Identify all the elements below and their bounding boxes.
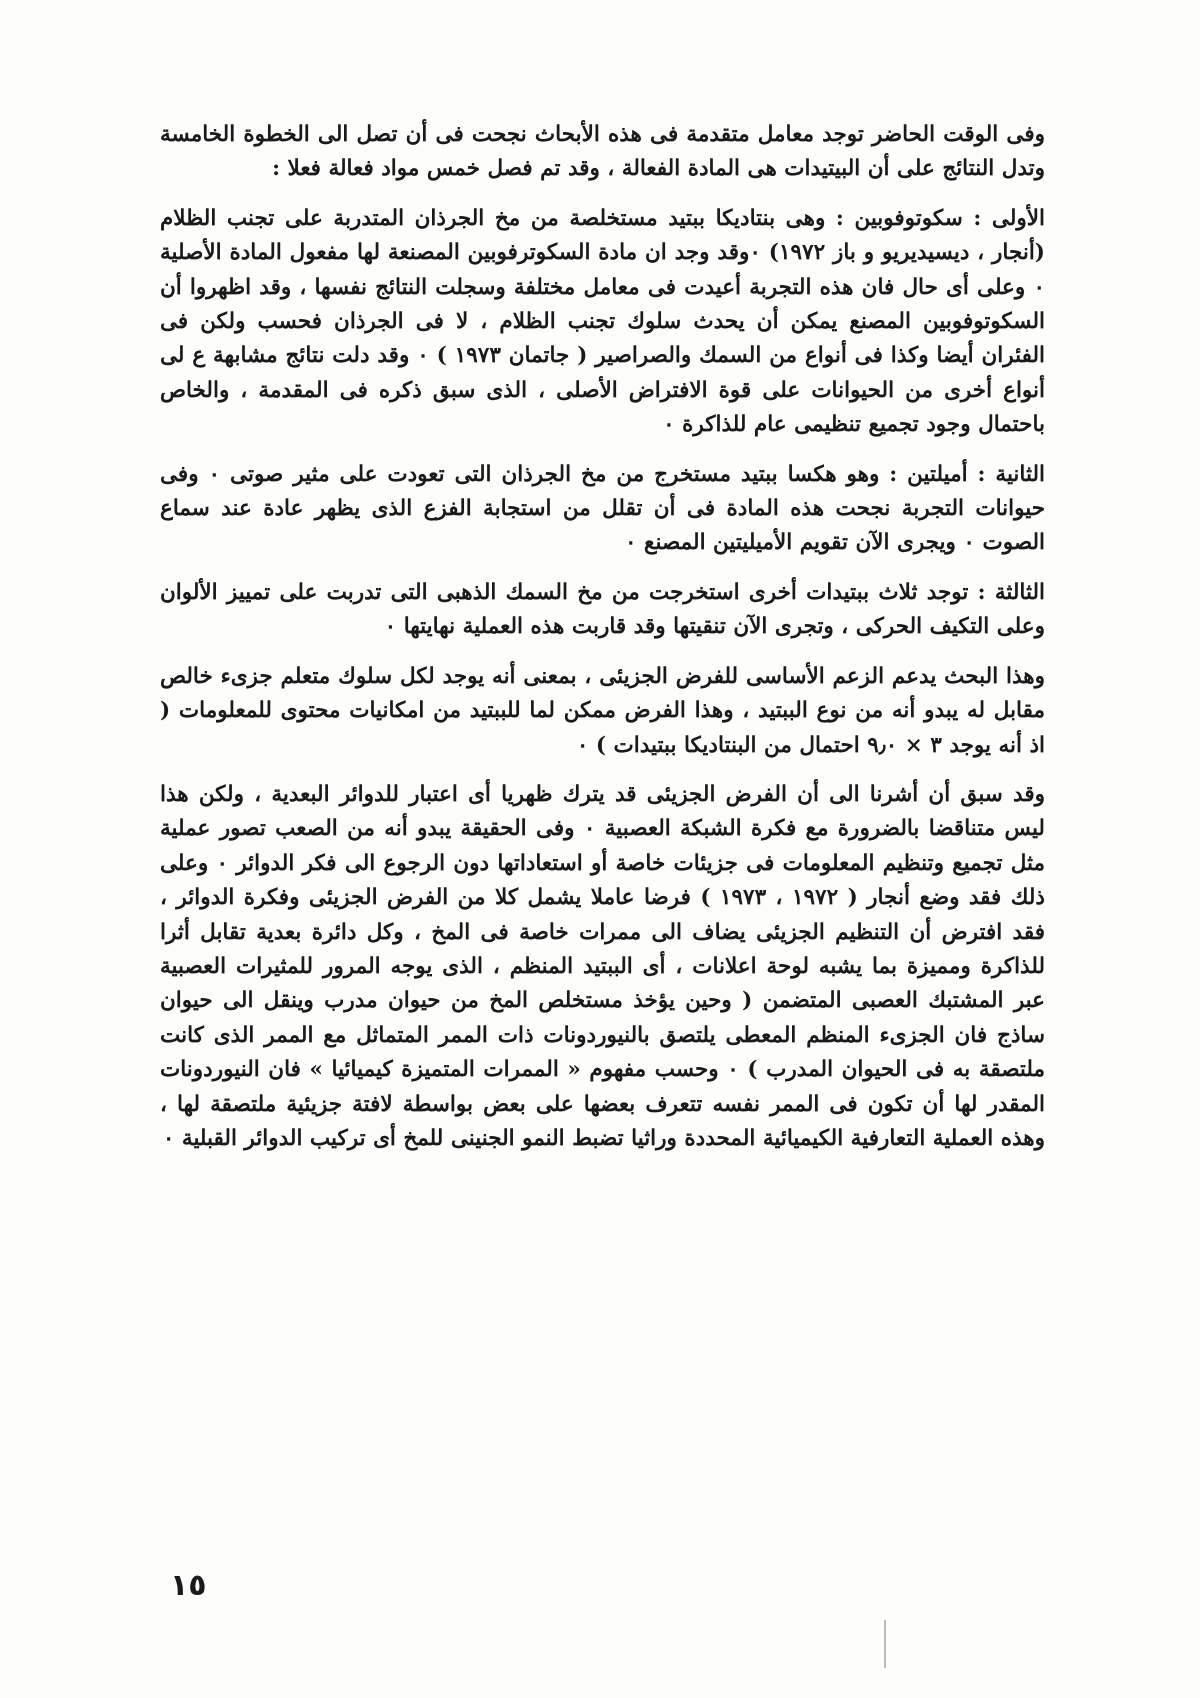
scan-artifact-line xyxy=(884,1620,886,1668)
paragraph-first-substance: الأولى : سكوتوفوبين : وهى بنتاديكا ببتيد مستخلصة من مخ الجرذان المتدربة على تجنب الظلام (أنجار ، ديسيديريو و باز ١٩٧٢) ٠وقد وجد ان مادة السكوترفوبين المصنعة لها مفعول المادة الأصلية ٠ وعلى أى حال فان هذه التجربة أعيدت فى معامل مختلفة وسجلت النتائج نفسها ، وقد اظهروا أن السكوتوفوبين المصنع يمكن أن يحدث سلوك تجنب الظلام ، لا فى الجرذان فحسب ولكن فى الفئران أيضا وكذا فى أنواع من السمك والصراصير ( جاتمان ١٩٧٣ ) ٠ وقد دلت نتائج مشابهة ع لى أنواع أخرى من الحيوانات على قوة الافتراض الأصلى ، الذى سبق ذكره فى المقدمة ، والخاص باحتمال وجود تجميع تنظيمى عام للذاكرة ٠ xyxy=(160,205,1045,438)
paragraph-second-substance: الثانية : أميلتين : وهو هكسا ببتيد مستخرج من مخ الجرذان التى تعودت على مثير صوتى ٠ وفى حيوانات التجربة نجحت هذه المادة فى أن تقلل من استجابة الفزع الذى يظهر عادة عند سماع الصوت ٠ ويجرى الآن تقويم الأميليتين المصنع ٠ xyxy=(160,461,1045,556)
page-number: ١٥ xyxy=(170,1568,207,1603)
paragraph-neural-circuits: وقد سبق أن أشرنا الى أن الفرض الجزيئى قد يترك ظهريا أى اعتبار للدوائر البعدية ، ولكن هذا ليس متناقضا بالضرورة مع فكرة الشبكة العصبية ٠ وفى الحقيقة يبدو أنه من الصعب تصور عملية مثل تجميع وتنظيم المعلومات فى جزيئات خاصة أو استعاداتها دون الرجوع الى فكر الدوائر ٠ وعلى ذلك فقد وضع أنجار ( ١٩٧٢ ، ١٩٧٣ ) فرضا عاملا يشمل كلا من الفرض الجزيئى وفكرة الدوائر ، فقد افترض أن التنظيم الجزيئى يضاف الى ممرات خاصة فى المخ ، وكل دائرة بعدية تقابل أثرا للذاكرة ومميزة بما يشبه لوحة اعلانات ، أى الببتيد المنظم ، الذى يوجه المرور للمثيرات العصبية عبر المشتبك العصبى المتضمن ( وحين يؤخذ مستخلص المخ من حيوان مدرب وينقل الى حيوان ساذج فان الجزىء المنظم المعطى يلتصق بالنيوردونات ذات الممر المتماثل مع الممر الذى كانت ملتصقة به فى الحيوان المدرب ) ٠ وحسب مفهوم « الممرات المتميزة كيميائيا » فان النيوردونات المقدر لها أن تكون فى الممر نفسه تتعرف بعضها على بعض بواسطة لافتة جزيئية ملتصقة لها ، وهذه العملية التعارفية الكيميائية المحددة وراثيا تضبط النمو الجنينى للمخ أى تركيب الدوائر القبلية ٠ xyxy=(160,781,1045,1151)
paragraph-intro: وفى الوقت الحاضر توجد معامل متقدمة فى هذه الأبحاث نجحت فى أن تصل الى الخطوة الخامسة وتدل النتائج على أن البيتيدات هى المادة الفعالة ، وقد تم فصل خمس مواد فعالة فعلا : xyxy=(160,122,1045,182)
body-text xyxy=(160,118,1045,1156)
paragraph-third-substance: الثالثة : توجد ثلاث ببتيدات أخرى استخرجت من مخ السمك الذهبى التى تدربت على تمييز الألوان وعلى التكيف الحركى ، وتجرى الآن تنقيتها وقد قاربت هذه العملية نهايتها ٠ xyxy=(160,579,1045,640)
paragraph-molecular-hypothesis: وهذا البحث يدعم الزعم الأساسى للفرض الجزيئى ، بمعنى أنه يوجد لكل سلوك متعلم جزىء خالص مقابل له يبدو أنه من نوع الببتيد ، وهذا الفرض ممكن لما للببتيد من امكانيات محتوى للمعلومات ( اذ أنه يوجد ٣ × ٩٫٠ احتمال من البنتاديكا ببتيدات ) ٠ xyxy=(160,663,1045,758)
